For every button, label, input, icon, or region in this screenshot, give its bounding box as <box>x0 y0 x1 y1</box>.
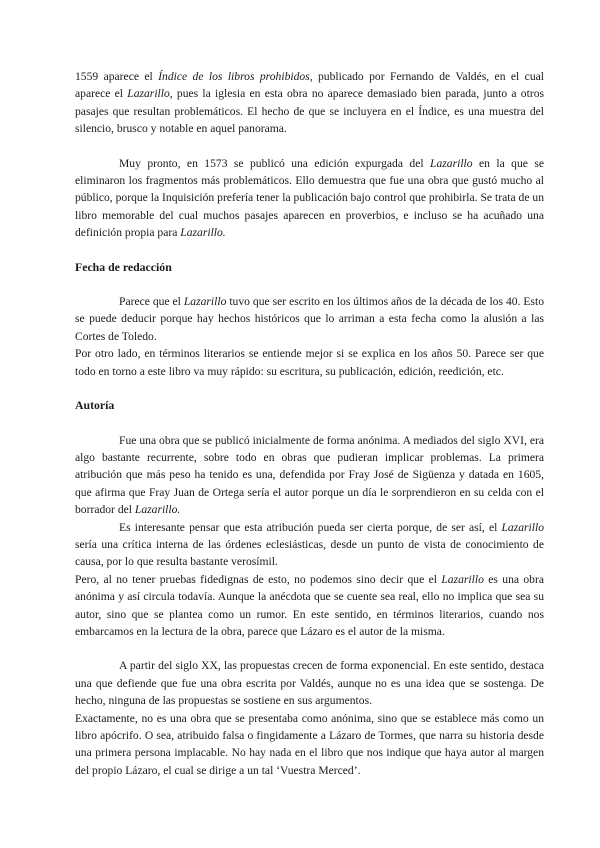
text-run: Pero, al no tener pruebas fidedignas de esto, no podemos sino decir que el <box>75 572 442 586</box>
section-heading-fecha: Fecha de redacción <box>75 259 172 274</box>
paragraph-autoria-3 <box>75 571 544 641</box>
spacer <box>75 138 544 155</box>
text-run: Muy pronto, en 1573 se publicó una edición expurgada del <box>119 156 431 170</box>
italic-title: Lazarillo <box>441 572 484 586</box>
text-run: , pues la iglesia en esta obra no aparece demasiado bien parada, junto a otros pasajes que resultan problemáticos. El hecho de que se incluyera en el Índice, es una muestra del silencio, brusco y notable en aquel panorama. <box>75 87 544 136</box>
spacer <box>75 640 544 657</box>
text-run: sería una crítica interna de las órdenes eclesiásticas, desde un punto de vista de conocimiento de causa, por lo que resulta bastante verosímil. <box>75 537 544 569</box>
paragraph-indice <box>75 68 544 138</box>
italic-title: Lazarillo <box>127 87 170 101</box>
text-run: Es interesante pensar que esta atribución pueda ser cierta porque, de ser así, el <box>119 520 502 534</box>
italic-title: Lazarillo. <box>180 226 226 240</box>
italic-title: Lazarillo. <box>134 503 181 517</box>
paragraph-fecha-1 <box>75 293 544 345</box>
italic-title: Lazarillo <box>183 295 227 309</box>
spacer <box>75 276 544 293</box>
text-run: publicado por Fernando de Valdés, en el cual aparece el <box>75 70 544 101</box>
section-heading-autoria: Autoría <box>75 398 115 413</box>
text-run: en la que se eliminaron los fragmentos más problemáticos. Ello demuestra que fue una obra que gustó mucho al público, porque la Inquisición prefería tener la publicación bajo control que prohibirla. Se trata de un libro memorable del cual muchos pasajes aparecen en proverbios, e incluso se ha acuñado una definición propia para <box>75 156 544 240</box>
paragraph-fecha-2: Por otro lado, en términos literarios se entiende mejor si se explica en los años 50. Parece ser que todo en torno a este libro va muy rápido: su escritura, su publicación, edición, reedición, etc. <box>75 347 544 378</box>
italic-title: Lazarillo <box>501 520 544 534</box>
paragraph-siglo-xx: A partir del siglo XX, las propuestas crecen de forma exponencial. En este sentido, destaca una que defiende que fue una obra escrita por Valdés, aunque no es una idea que se sostenga. De hecho, ninguna de las propuestas se sostiene en sus argumentos. <box>75 659 544 708</box>
text-run: Parece que el <box>119 295 184 309</box>
paragraph-autoria-2 <box>75 519 544 571</box>
paragraph-apocrifo: Exactamente, no es una obra que se presentaba como anónima, sino que se establece más como un libro apócrifo. O sea, atribuido falsa o fingidamente a Lázaro de Tormes, que narra su historia desde una primera persona implacable. No hay nada en el libro que nos indique que haya autor al margen del propio Lázaro, el cual se dirige a un tal ‘Vuestra Merced’. <box>75 711 544 777</box>
paragraph-expurgada <box>75 155 544 242</box>
paragraph-autoria-1 <box>75 432 544 519</box>
spacer <box>75 242 544 259</box>
text-run: 1559 aparece el <box>75 70 159 83</box>
italic-title: Lazarillo <box>430 156 473 170</box>
italic-title: Índice de los libros prohibidos, <box>158 70 313 83</box>
text-run: tuvo que ser escrito en los últimos años de la década de los 40. Esto se puede deducir porque hay hechos históricos que lo arriman a esta fecha como la alusión a las Cortes de Toledo. <box>75 295 544 343</box>
text-run: es una obra anónima y así circula todavía. Aunque la anécdota que se cuente sea real, ello no implica que sea su autor, sino que se plantea como un rumor. En este sentido, en términos literarios, cuando nos embarcamos en la lectura de la obra, parece que Lázaro es el autor de la misma. <box>75 572 544 638</box>
text-run: Fue una obra que se publicó inicialmente de forma anónima. A mediados del siglo XVI, era algo bastante recurrente, sobre todo en obras que pudieran implicar problemas. La primera atribución que más peso ha tenido es una, defendida por Fray José de Sigüenza y datada en 1605, que afirma que Fray Juan de Ortega sería el autor porque un día le sorprendieron en su celda con el borrador del <box>75 433 544 517</box>
spacer <box>75 415 544 432</box>
spacer <box>75 380 544 397</box>
